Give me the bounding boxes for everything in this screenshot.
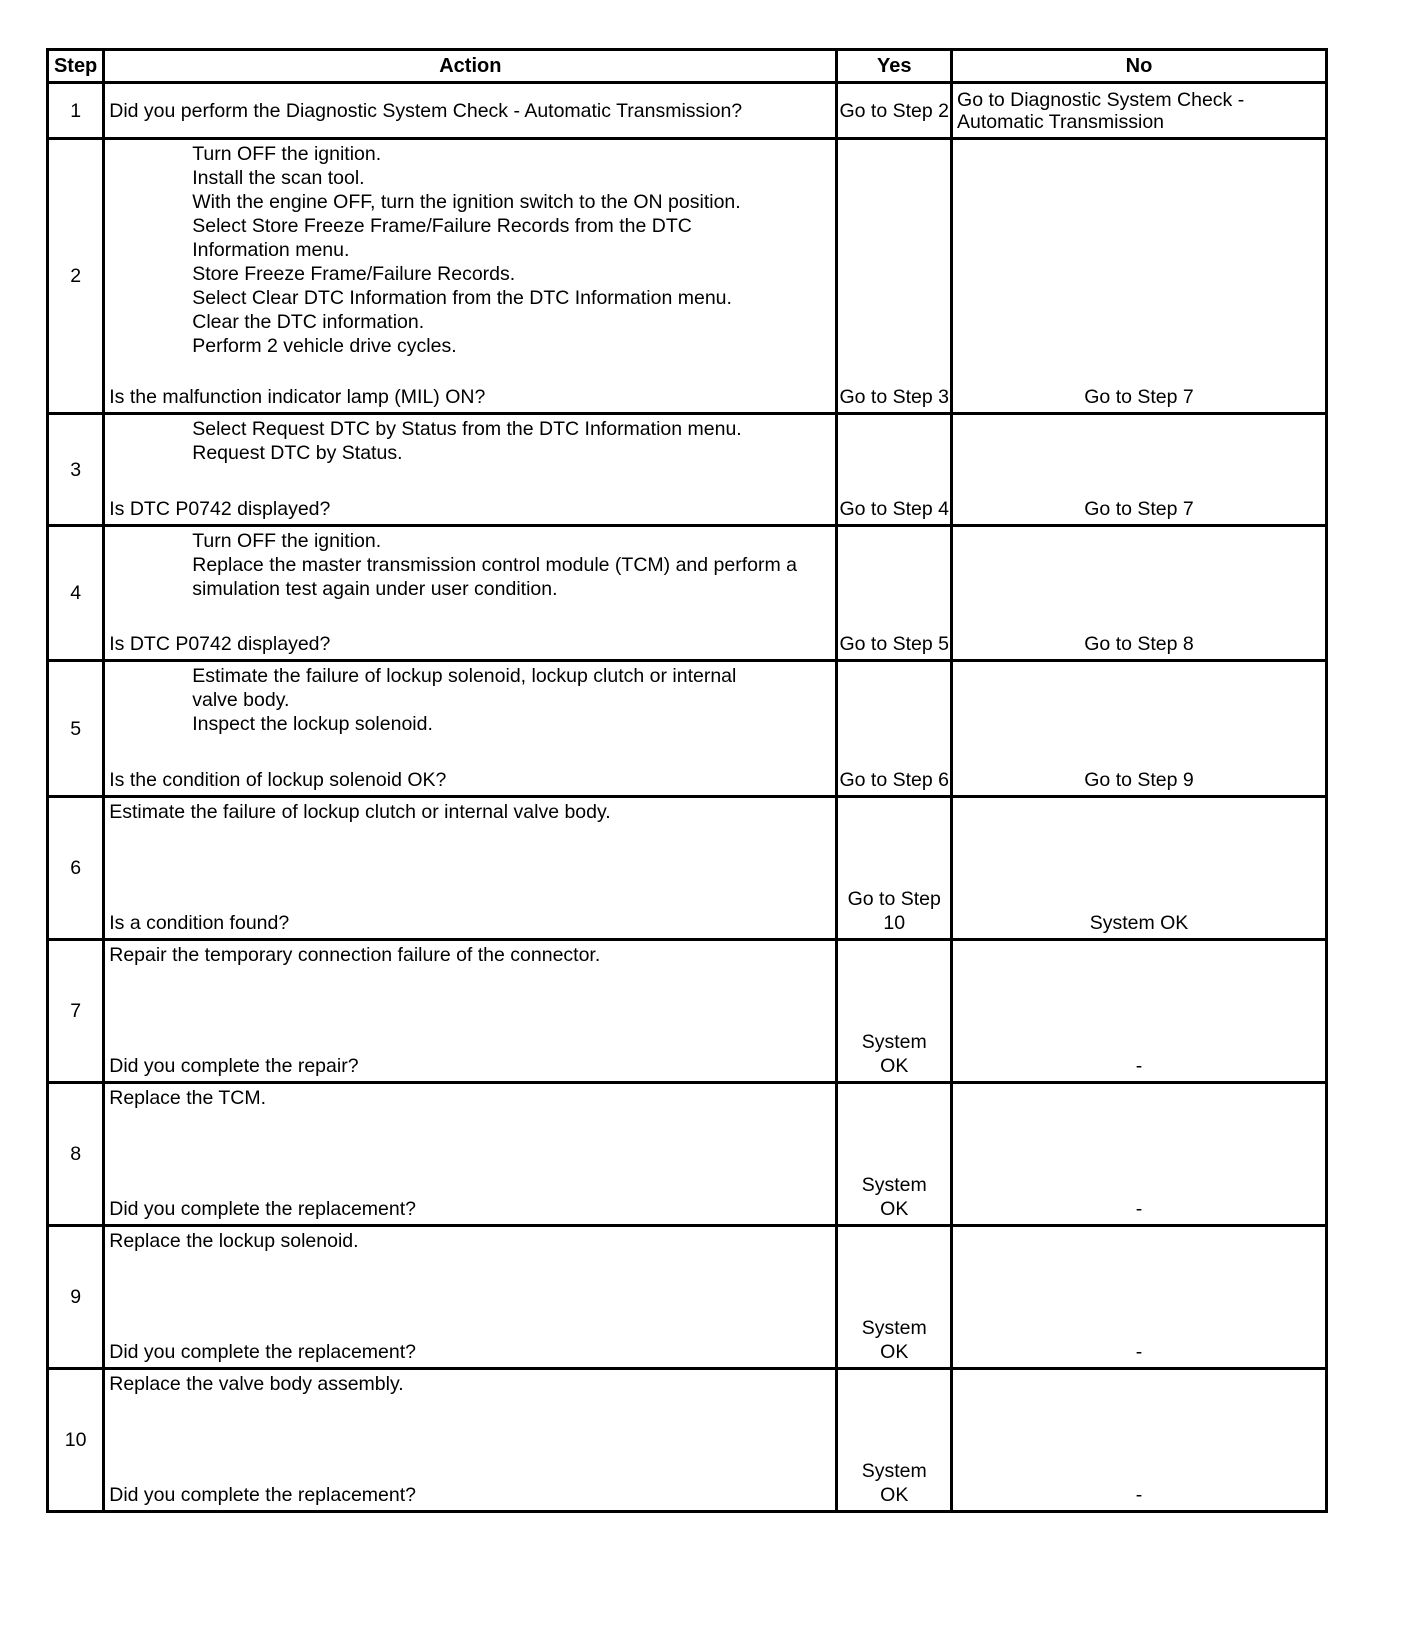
action-cell [104,1369,837,1512]
table-row [48,526,1327,661]
step-number: 3 [48,414,104,526]
yes-cell: System OK [837,1226,952,1369]
question-text: Is DTC P0742 displayed? [109,498,331,520]
no-cell: - [952,1083,1327,1226]
header-action: Action [104,50,837,83]
action-cell [104,797,837,940]
yes-cell: Go to Step 4 [837,414,952,526]
no-cell: Go to Diagnostic System Check - Automatic Transmission [952,83,1327,139]
instruction-text: Estimate the failure of lockup solenoid, lockup clutch or internal valve body. [192,665,737,711]
question-text: Did you complete the replacement? [109,1484,416,1506]
table-row [48,1226,1327,1369]
no-cell: System OK [952,797,1327,940]
instruction-text: Clear the DTC information. [192,311,425,333]
step-number: 9 [48,1226,104,1369]
instruction-text: Request DTC by Status. [192,442,403,464]
instruction-text: Perform 2 vehicle drive cycles. [192,335,457,357]
instruction-text: Replace the valve body assembly. [109,1373,404,1395]
table-row [48,414,1327,526]
question-text: Did you complete the replacement? [109,1198,416,1220]
header-step: Step [48,50,104,83]
action-cell [104,1083,837,1226]
header-row [48,50,1327,83]
question-text: Did you complete the replacement? [109,1341,416,1363]
action-cell [104,661,837,797]
instruction-text: Replace the master transmission control module (TCM) and perform a simulation test again under user condition. [192,554,797,600]
instruction-text: Replace the lockup solenoid. [109,1230,359,1252]
table-row [48,661,1327,797]
diagnostic-table [46,48,1328,1513]
no-cell: Go to Step 8 [952,526,1327,661]
action-cell [104,940,837,1083]
instruction-text: Turn OFF the ignition. [192,143,382,165]
yes-cell: Go to Step 3 [837,139,952,414]
action-cell [104,139,837,414]
yes-cell: System OK [837,1369,952,1512]
step-number: 6 [48,797,104,940]
table-row [48,83,1327,139]
no-cell: - [952,1369,1327,1512]
no-cell: - [952,940,1327,1083]
step-number: 5 [48,661,104,797]
no-cell: Go to Step 7 [952,414,1327,526]
action-cell [104,83,837,139]
instruction-text: Repair the temporary connection failure of the connector. [109,944,601,966]
yes-cell: Go to Step 2 [837,83,952,139]
no-cell: - [952,1226,1327,1369]
instruction-text: Select Clear DTC Information from the DTC Information menu. [192,287,732,309]
step-number: 2 [48,139,104,414]
yes-cell: System OK [837,940,952,1083]
instruction-text: Replace the TCM. [109,1087,267,1109]
yes-cell: System OK [837,1083,952,1226]
action-cell [104,1226,837,1369]
table-row [48,797,1327,940]
table-row [48,1369,1327,1512]
instruction-text: Store Freeze Frame/Failure Records. [192,263,516,285]
no-cell: Go to Step 7 [952,139,1327,414]
yes-cell: Go to Step 5 [837,526,952,661]
instruction-text: With the engine OFF, turn the ignition switch to the ON position. [192,191,741,213]
step-number: 10 [48,1369,104,1512]
no-cell: Go to Step 9 [952,661,1327,797]
table-row [48,1083,1327,1226]
instruction-text: Inspect the lockup solenoid. [192,713,433,735]
yes-cell: Go to Step 10 [837,797,952,940]
question-text: Is the condition of lockup solenoid OK? [109,769,447,791]
header-no: No [952,50,1327,83]
table-row [48,940,1327,1083]
table-row [48,139,1327,414]
instruction-text: Select Store Freeze Frame/Failure Records from the DTC Information menu. [192,215,692,261]
step-number: 1 [48,83,104,139]
yes-cell: Go to Step 6 [837,661,952,797]
question-text: Is DTC P0742 displayed? [109,633,331,655]
step-number: 7 [48,940,104,1083]
question-text: Is a condition found? [109,912,290,934]
instruction-text: Estimate the failure of lockup clutch or internal valve body. [109,801,611,823]
question-text: Did you complete the repair? [109,1055,359,1077]
instruction-text: Install the scan tool. [192,167,365,189]
instruction-text: Turn OFF the ignition. [192,530,382,552]
instruction-text: Select Request DTC by Status from the DTC Information menu. [192,418,742,440]
header-yes: Yes [837,50,952,83]
question-text: Did you perform the Diagnostic System Check - Automatic Transmission? [109,99,743,122]
question-text: Is the malfunction indicator lamp (MIL) ON? [109,386,486,408]
action-cell [104,414,837,526]
step-number: 4 [48,526,104,661]
action-cell [104,526,837,661]
step-number: 8 [48,1083,104,1226]
